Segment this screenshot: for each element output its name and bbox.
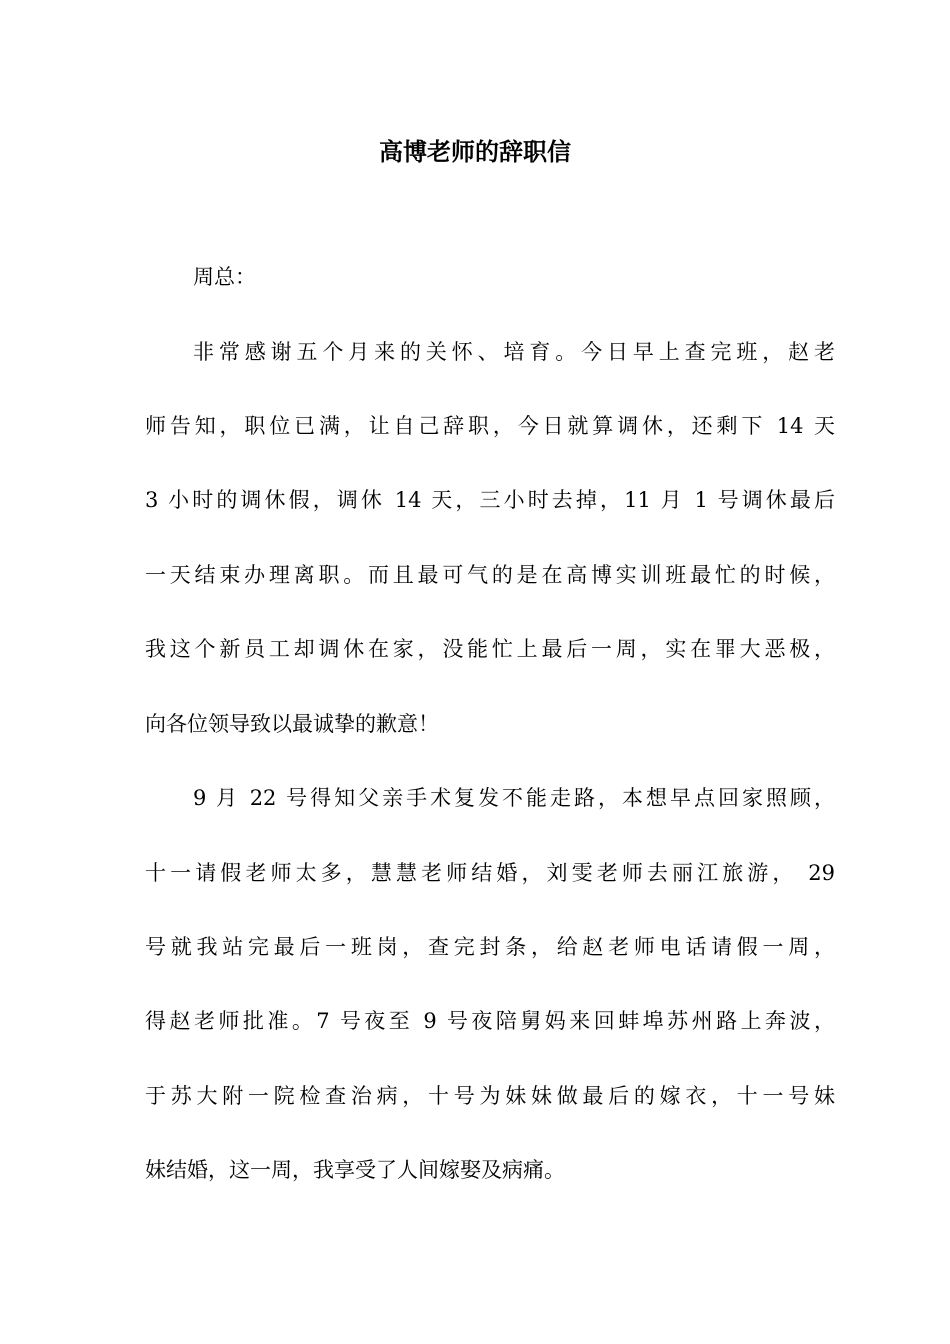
paragraph-2-line-1: 9 月 22 号得知父亲手术复发不能走路，本想早点回家照顾，: [193, 786, 835, 810]
paragraph-2-line-3: 号就我站完最后一班岗，查完封条，给赵老师电话请假一周，: [145, 935, 835, 959]
paragraph-2-line-2: 十一请假老师太多，慧慧老师结婚，刘雯老师去丽江旅游， 29: [145, 861, 835, 885]
document-title: 高博老师的辞职信: [379, 137, 571, 166]
paragraph-1-line-3: 3 小时的调休假，调休 14 天，三小时去掉，11 月 1 号调休最后: [145, 488, 835, 512]
paragraph-1-line-6: 向各位领导致以最诚挚的歉意！: [145, 712, 439, 736]
paragraph-2-line-4: 得赵老师批准。7 号夜至 9 号夜陪舅妈来回蚌埠苏州路上奔波，: [145, 1009, 835, 1033]
paragraph-1-line-4: 一天结束办理离职。而且最可气的是在高博实训班最忙的时候，: [145, 563, 835, 587]
salutation: 周总：: [193, 265, 256, 289]
paragraph-2-line-5: 于苏大附一院检查治病，十号为妹妹做最后的嫁衣，十一号妹: [145, 1084, 835, 1108]
paragraph-1-line-1: 非常感谢五个月来的关怀、培育。今日早上查完班，赵老: [193, 340, 835, 364]
paragraph-2-line-6: 妹结婚，这一周，我享受了人间嫁娶及病痛。: [145, 1158, 565, 1182]
paragraph-1-line-5: 我这个新员工却调休在家，没能忙上最后一周，实在罪大恶极，: [145, 637, 835, 661]
paragraph-1-line-2: 师告知，职位已满，让自己辞职，今日就算调休，还剩下 14 天: [145, 414, 835, 438]
